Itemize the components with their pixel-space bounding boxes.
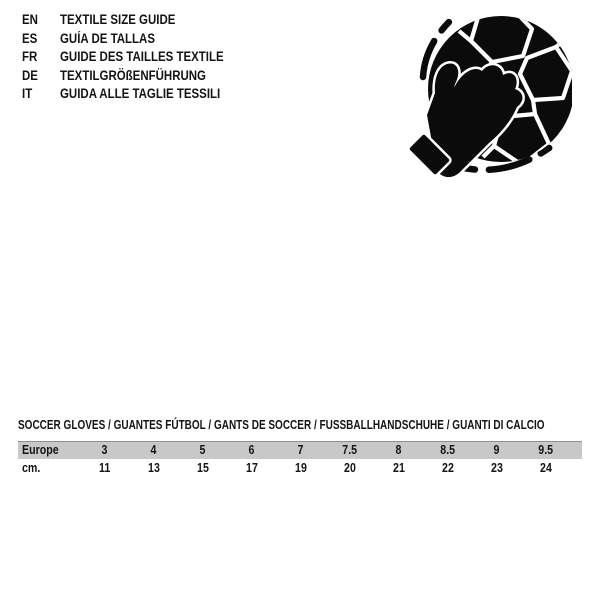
cm-size-value: 15 — [196, 461, 209, 475]
row-label-europe: Europe — [22, 443, 59, 457]
language-code-en: EN — [22, 12, 38, 27]
europe-size-value: 8.5 — [440, 443, 455, 457]
glove-catching-ball-icon — [402, 5, 572, 190]
cm-size-value: 21 — [392, 461, 405, 475]
europe-size-value: 9.5 — [538, 443, 553, 457]
europe-size-value: 6 — [248, 443, 255, 457]
cm-size-value: 19 — [294, 461, 307, 475]
language-guide-item-it — [22, 85, 253, 104]
europe-size-value: 4 — [150, 443, 157, 457]
language-guide-list — [22, 11, 253, 104]
europe-size-value: 5 — [199, 443, 206, 457]
guide-title-fr: GUIDE DES TAILLES TEXTILE — [60, 49, 224, 64]
language-guide-item-de — [22, 67, 253, 86]
guide-title-de: TEXTILGRÖßENFÜHRUNG — [60, 67, 206, 83]
language-guide-item-en — [22, 11, 253, 30]
europe-size-value: 7.5 — [342, 443, 357, 457]
europe-size-value: 7 — [297, 443, 304, 457]
guide-title-es: GUÍA DE TALLAS — [60, 30, 155, 46]
size-table — [18, 441, 582, 477]
europe-size-value: 8 — [395, 443, 402, 457]
cm-size-value: 23 — [490, 461, 503, 475]
language-code-es: ES — [22, 30, 38, 46]
language-code-de: DE — [22, 67, 38, 83]
size-table-title: SOCCER GLOVES / GUANTES FÚTBOL / GANTS DE SOCCER / FUSSBALLHANDSCHUHE / GUANTI DI CALCIO — [18, 418, 545, 432]
language-code-fr: FR — [22, 49, 38, 64]
guide-title-en: TEXTILE SIZE GUIDE — [60, 12, 176, 27]
cm-size-value: 24 — [539, 461, 552, 475]
europe-size-value: 9 — [493, 443, 500, 457]
cm-size-value: 11 — [98, 461, 111, 475]
europe-size-value: 3 — [101, 443, 108, 457]
language-guide-item-fr — [22, 48, 253, 67]
language-guide-item-es — [22, 30, 253, 49]
language-code-it: IT — [22, 86, 33, 101]
size-table-row-cm — [18, 459, 582, 477]
guide-title-it: GUIDA ALLE TAGLIE TESSILI — [60, 86, 221, 101]
size-guide-section — [18, 418, 582, 477]
cm-size-value: 17 — [245, 461, 258, 475]
size-table-row-europe — [18, 441, 582, 459]
cm-size-value: 13 — [147, 461, 160, 475]
row-label-cm: cm. — [22, 461, 41, 475]
cm-size-value: 20 — [343, 461, 356, 475]
cm-size-value: 22 — [441, 461, 454, 475]
